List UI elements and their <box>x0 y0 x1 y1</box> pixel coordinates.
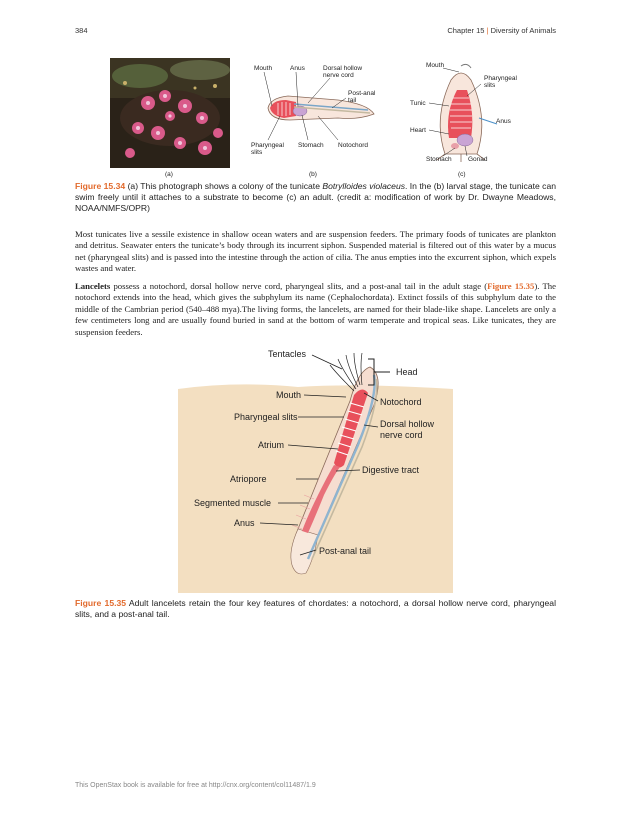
larva-mouth-label: Mouth <box>254 65 273 72</box>
lancelets-text-2: ). The notochord extends into the head, which gives the subphylum its name (Cephalochordata). Extinct fossils of this subphylum date to the middle of the Cambrian period (540–488 mya).The living forms, the lancelets, are named for their blade-like shape. Lancelets are only a few centimeters long and are usually found buried in sand at the bottom of warm temperate and tropical seas. Like tunicates, they are suspension feeders. <box>75 281 556 337</box>
larva-pharyngeal-label-1: Pharyngeal <box>251 142 284 149</box>
figure-34-caption-post: . In the (b) larval stage, the tunicate can swim freely until it attaches to a substrate to become (c) an adult. (credit a: modification of work by Dr. Dwayne Meadows, NOAA/NMFS/OPR) <box>75 181 557 213</box>
adult-stomach-label: Stomach <box>426 156 452 163</box>
larva-postanal-label-2: tail <box>348 97 357 104</box>
adult-anus-label: Anus <box>496 118 511 125</box>
larva-dorsal-cord-label-1: Dorsal hollow <box>323 65 363 72</box>
adult-pharyngeal-label-2: slits <box>484 82 496 89</box>
page-footer: This OpenStax book is available for free at http://cnx.org/content/col11487/1.9 <box>75 782 316 789</box>
adult-gonad-label: Gonad <box>468 156 488 163</box>
lancelets-text-1: possess a notochord, dorsal hollow nerve cord, pharyngeal slits, and a post-anal tail in the adult stage ( <box>110 281 488 291</box>
subfigure-a-label: (a) <box>165 171 173 178</box>
lancelet-mouth-label: Mouth <box>276 390 302 400</box>
tunicate-colony-photo <box>110 58 230 168</box>
page-number: 384 <box>75 26 88 35</box>
lancelet-anus-label: Anus <box>234 518 255 528</box>
paragraph-tunicates: Most tunicates live a sessile existence in shallow ocean waters and are suspension feeders. The primary foods of tunicates are plankton and detritus. Seawater enters the tunicate’s body through its incurrent siphon. Suspended material is filtered out of this water by a mucus net (pharyngeal slits) and is passed into the intestine through the action of cilia. The anus empties into the excurrent siphon, which expels wastes and water. <box>75 229 556 274</box>
lancelet-dorsal-label-2: nerve cord <box>380 430 423 440</box>
lancelet-tentacles-label: Tentacles <box>268 349 307 359</box>
figure-35-label: Figure 15.35 <box>75 598 127 608</box>
figure-35-caption-text: Adult lancelets retain the four key features of chordates: a notochord, a dorsal hollow nerve cord, pharyngeal slits, and a post-anal tail. <box>75 598 556 619</box>
adult-heart-label: Heart <box>410 127 426 134</box>
lancelet-atrium-label: Atrium <box>258 440 285 450</box>
running-header <box>447 26 556 35</box>
adult-pharyngeal-label-1: Pharyngeal <box>484 75 517 82</box>
header-separator: | <box>486 26 491 35</box>
larva-postanal-label-1: Post-anal <box>348 90 376 97</box>
larva-dorsal-cord-label-2: nerve cord <box>323 72 354 79</box>
figure-34-label: Figure 15.34 <box>75 181 126 191</box>
lancelet-notochord-label: Notochord <box>380 397 422 407</box>
larva-notochord-label: Notochord <box>338 142 368 149</box>
lancelet-head-label: Head <box>396 367 418 377</box>
figure-34-caption <box>75 181 556 214</box>
chapter-title: Diversity of Animals <box>490 26 556 35</box>
figure-34-species: Botrylloides violaceus <box>322 181 406 191</box>
lancelet-atriopore-label: Atriopore <box>230 474 267 484</box>
figure-35-caption <box>75 598 556 620</box>
lancelets-term: Lancelets <box>75 281 111 291</box>
lancelet-pharyngeal-label: Pharyngeal slits <box>234 412 298 422</box>
subfigure-b-label: (b) <box>309 171 317 178</box>
adult-mouth-label: Mouth <box>426 62 445 69</box>
chapter-number: Chapter 15 <box>447 26 485 35</box>
tunicate-larva-diagram <box>248 58 383 168</box>
lancelet-postanal-label: Post-anal tail <box>319 546 372 556</box>
larva-stomach-label: Stomach <box>298 142 324 149</box>
lancelet-digestive-label: Digestive tract <box>362 465 420 475</box>
figure-35-link[interactable]: Figure 15.35 <box>487 281 535 291</box>
larva-pharyngeal-label-2: slits <box>251 149 263 156</box>
figure-34-caption-pre: (a) This photograph shows a colony of the tunicate <box>125 181 323 191</box>
adult-tunic-label: Tunic <box>410 100 426 107</box>
subfigure-c-label: (c) <box>458 171 466 178</box>
paragraph-lancelets <box>75 281 556 338</box>
lancelet-dorsal-label-1: Dorsal hollow <box>380 419 435 429</box>
lancelet-muscle-label: Segmented muscle <box>194 498 272 508</box>
larva-anus-label: Anus <box>290 65 305 72</box>
